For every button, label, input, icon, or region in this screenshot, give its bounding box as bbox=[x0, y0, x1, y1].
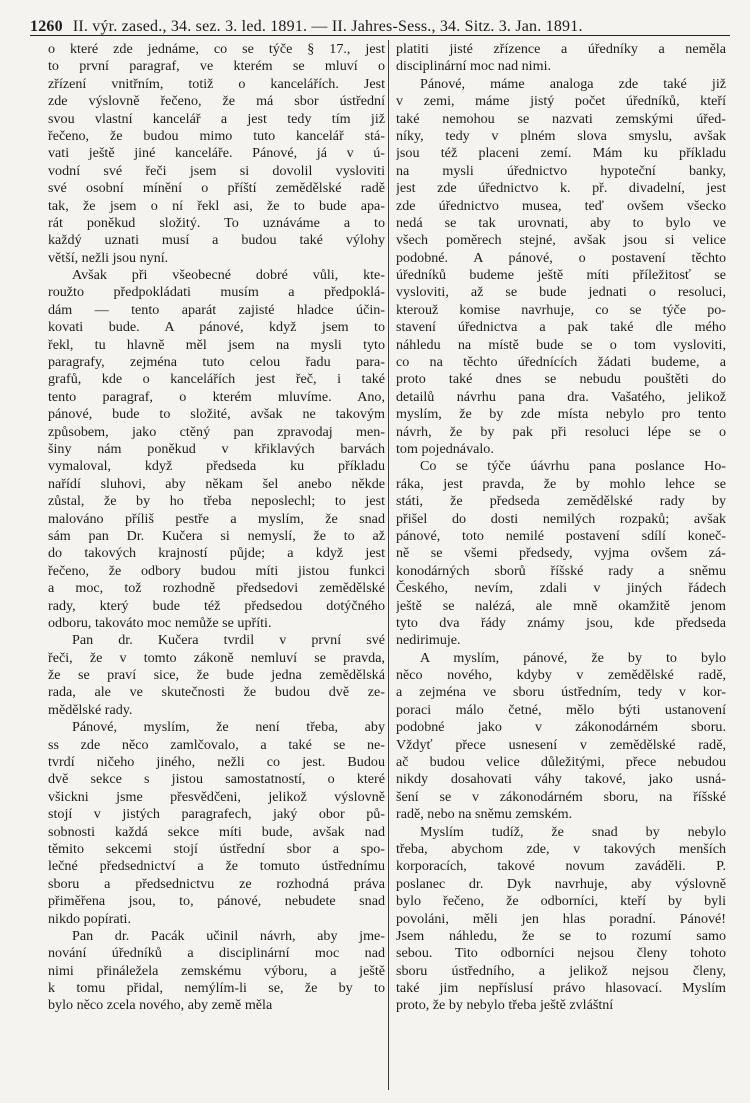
text-line: šiny nám poněkud v křiklavých barvách bbox=[48, 440, 385, 457]
text-line: vati ještě jiné kanceláře. Pánové, já v ú- bbox=[48, 145, 385, 162]
text-line: Pan dr. Kučera tvrdil v první své bbox=[72, 632, 385, 649]
text-line: Myslím tudíž, že snad by nebylo bbox=[420, 823, 726, 840]
text-line: co na těchto úřednících žádati budeme, a bbox=[396, 354, 726, 371]
text-line: proto také dnes se nebudu pouštěti do bbox=[396, 371, 726, 388]
text-line: konodárných sborů říšské rady a sněmu bbox=[396, 562, 726, 579]
text-line: na mysli úřednictvo hypoteční banky, bbox=[396, 162, 726, 179]
text-line: tvrdí ničeho jiného, nežli co jest. Budou bbox=[48, 754, 385, 771]
text-line: každý uznati musí a budou také výlohy bbox=[48, 232, 385, 249]
text-line: disciplinární moc nad nimi. bbox=[396, 58, 552, 75]
page-number: 1260 bbox=[30, 18, 63, 35]
text-line: zřízení vnitřním, totiž o kancelářích. Jest bbox=[48, 75, 385, 92]
text-line: Českého, nevím, zdali v jiných řádech bbox=[396, 580, 726, 597]
text-line: odboru, takováto moc nemůže se upříti. bbox=[48, 614, 272, 631]
text-line: nování úředníků a disciplinární moc nad bbox=[48, 945, 385, 962]
text-line: ještě se nalézá, ale mně okamžitě jenom bbox=[396, 597, 726, 614]
text-line: kovati bude. A pánové, když jsem to bbox=[48, 319, 385, 336]
text-line: ss zde něco zamlčovalo, a také se ne- bbox=[48, 736, 385, 753]
text-line: nedirimuje. bbox=[396, 632, 461, 649]
text-line: bylo něco zcela nového, aby země měla bbox=[48, 997, 273, 1014]
text-line: nařídí sluhovi, aby někam šel anebo někde bbox=[48, 475, 385, 492]
text-line: A myslím, pánové, že by to bylo bbox=[420, 649, 726, 666]
text-line: mědělské rady. bbox=[48, 701, 133, 718]
text-line: Avšak při všeobecné dobré vůli, kte- bbox=[72, 267, 385, 284]
text-line: roužto předpokládati musím a předpoklá- bbox=[48, 284, 385, 301]
text-line: Pan dr. Pacák učinil návrh, aby jme- bbox=[72, 927, 385, 944]
text-line: do takových krajností půjde; a když jest bbox=[48, 545, 385, 562]
text-line: tyto dva řády známy jsou, kde předseda bbox=[396, 614, 726, 631]
text-line: rada, ale ve skutečnosti že budou dvě ze- bbox=[48, 684, 385, 701]
text-line: sebou. Tito odborníci nejsou členy tohoto bbox=[396, 945, 726, 962]
text-line: platiti jisté zřízence a úředníky a neměla bbox=[396, 41, 726, 57]
text-line: poraci málo četné, mělo býti ustanovení bbox=[396, 701, 726, 718]
text-line: zde výslovně řečeno, že má sbor ústřední bbox=[48, 93, 385, 110]
text-line: také nemohou se nazvati zemskými úřed- bbox=[396, 110, 726, 127]
text-line: úředníků budeme ještě míti příležitosť se bbox=[396, 267, 726, 284]
column-divider bbox=[388, 40, 389, 1090]
text-line: tak, že jsem o ní řekl asi, že to bude apa- bbox=[48, 197, 385, 214]
text-line: nikdo popírati. bbox=[48, 910, 131, 927]
text-line: a zejména ve sboru ústředním, tedy v kor- bbox=[396, 684, 726, 701]
text-line: rát poněkud složitý. To uznáváme a to bbox=[48, 214, 385, 231]
text-line: stojí v jistých paragrafech, jaký obor pů- bbox=[48, 806, 385, 823]
text-line: ráka, jest pravda, že by mohlo lehce se bbox=[396, 475, 726, 492]
right-column bbox=[396, 41, 726, 1015]
text-line: sám pan Dr. Kučera si nemyslí, že to až bbox=[48, 527, 385, 544]
text-line: také jim nepříslusí právo hlasovací. Myslím bbox=[396, 980, 726, 997]
text-line: vysloviti, až se bude jednati o resoluci, bbox=[396, 284, 726, 301]
text-line: šení se v zákonodárném sboru, na říšské bbox=[396, 788, 726, 805]
text-line: stavení úřednictva a pak také dle mého bbox=[396, 319, 726, 336]
text-line: myslím, že by zde místa nebylo pro tento bbox=[396, 406, 726, 423]
text-line: pánové, bude to složité, avšak ne takovým bbox=[48, 406, 385, 423]
text-line: řečeno, že budou mimo tuto kancelář stá- bbox=[48, 127, 385, 144]
text-line: všickni jsme přesvědčeni, jelikož výslovně bbox=[48, 788, 385, 805]
text-line: řekl, tu hlavně měl jsem na mysli tyto bbox=[48, 336, 385, 353]
text-line: že se praví sice, že bude jedna zemědělská bbox=[48, 667, 385, 684]
text-line: povoláni, měli jen hlas poradní. Pánové! bbox=[396, 910, 726, 927]
text-line: Pánové, myslím, že není třeba, aby bbox=[72, 719, 385, 736]
text-line: všech poměrech stejné, avšak jsou si velice bbox=[396, 232, 726, 249]
text-line: paragrafy, zejména tuto celou řadu para- bbox=[48, 354, 385, 371]
text-line: své osobní mínění o příští zemědělské radě bbox=[48, 180, 385, 197]
text-line: grafů, kde o kancelářích jest řeč, i také bbox=[48, 371, 385, 388]
text-line: státi, že předseda zemědělské rady by bbox=[396, 493, 726, 510]
text-line: malováno příliš pestře a myslím, že snad bbox=[48, 510, 385, 527]
page-header bbox=[30, 6, 730, 36]
text-line: sboru ústředního, a jelikož nejsou členy, bbox=[396, 962, 726, 979]
text-line: Vždyť přece usnesení v zemědělské radě, bbox=[396, 736, 726, 753]
text-line: o které zde jednáme, co se týče § 17., jest bbox=[48, 41, 385, 57]
text-line: zde úřednictvo musea, teď ovšem všecko bbox=[396, 197, 726, 214]
text-line: a moc, tož rozhodně předsedovi zemědělské bbox=[48, 580, 385, 597]
text-line: svou vlastní kancelář a jest tedy tím již bbox=[48, 110, 385, 127]
text-line: zůstal, že by ho třeba neposlechl; to jest bbox=[48, 493, 385, 510]
text-line: řečeno, že odbory budou míti jistou funkci bbox=[48, 562, 385, 579]
text-line: vymaloval, když předseda ku příkladu bbox=[48, 458, 385, 475]
text-line: proto, že by nebylo třeba ještě zvláštní bbox=[396, 997, 614, 1014]
header-rule bbox=[30, 35, 730, 36]
text-line: řeči, že v tomto zákoně nemluví se pravda, bbox=[48, 649, 385, 666]
text-line: nedá se tak urovnati, aby to bylo ve bbox=[396, 214, 726, 231]
text-line: radě, nebo na sněmu zemském. bbox=[396, 806, 573, 823]
text-line: dvě sekce s jistou samostatností, o které bbox=[48, 771, 385, 788]
text-line: náhledu na místě bude se o tom vysloviti, bbox=[396, 336, 726, 353]
text-line: rady, který bude též předsedou dotýčného bbox=[48, 597, 385, 614]
text-line: bylo řečeno, že odborníci, kteří by byli bbox=[396, 893, 726, 910]
text-line: kterouž komise navrhuje, co se týče po- bbox=[396, 301, 726, 318]
running-title: II. výr. zased., 34. sez. 3. led. 1891. — II. Jahres-Sess., 34. Sitz. 3. Jan. 1891. bbox=[72, 18, 583, 35]
text-line: třeba, abychom zde, v takových menších bbox=[396, 840, 726, 857]
text-line: Co se týče úávrhu pana poslance Ho- bbox=[420, 458, 726, 475]
text-line: lečné předsednictví a že tomuto ústřednímu bbox=[48, 858, 385, 875]
text-line: detailů návrhu pana dra. Vašatého, jelikož bbox=[396, 388, 726, 405]
text-line: jest zde úřednictvo k. př. divadelní, jest bbox=[396, 180, 726, 197]
text-line: něco nového, kdyby v zemědělské radě, bbox=[396, 667, 726, 684]
text-line: jsou též placeni zemí. Mám ku příkladu bbox=[396, 145, 726, 162]
text-line: poslanec dr. Dyk navrhuje, aby výslovně bbox=[396, 875, 726, 892]
left-column bbox=[48, 41, 385, 1015]
text-line: korporacích, takové novum zaváděli. P. bbox=[396, 858, 726, 875]
text-line: nikdy dosahovati váhy takové, jako usná- bbox=[396, 771, 726, 788]
text-line: návrh, že by pak při resoluci lépe se o bbox=[396, 423, 726, 440]
text-line: Pánové, máme analoga zde také již bbox=[420, 75, 726, 92]
text-line: ač budou velice důležitými, přece nebudou bbox=[396, 754, 726, 771]
text-line: přišel do dosti nemilých rozpaků; avšak bbox=[396, 510, 726, 527]
text-line: přiměřena jsou, to, pánové, nebudete snad bbox=[48, 893, 385, 910]
text-line: těmito sekcemi stojí ústřední sbor a spo- bbox=[48, 840, 385, 857]
text-line: podobné jako v zákonodárném sboru. bbox=[396, 719, 726, 736]
text-line: v zemi, máme jistý počet úředníků, kteří bbox=[396, 93, 726, 110]
text-line: to první paragraf, ve kterém se mluví o bbox=[48, 58, 385, 75]
text-line: větší, nežli jsou nyní. bbox=[48, 249, 169, 266]
text-line: k tomu přidal, nemýlím-li se, že by to bbox=[48, 980, 385, 997]
text-line: ně se všemi předsedy, vyjma ovšem zá- bbox=[396, 545, 726, 562]
text-line: tento paragraf, o kterém mluvíme. Ano, bbox=[48, 388, 385, 405]
text-line: podobné. A pánové, o postavení těchto bbox=[396, 249, 726, 266]
text-line: sboru a předsednictvu ze rozhodná práva bbox=[48, 875, 385, 892]
text-line: nimi přináležela zemskému výboru, a ještě bbox=[48, 962, 385, 979]
text-line: sobnosti každá sekce míti bude, avšak nad bbox=[48, 823, 385, 840]
text-line: dám — tento aparát zajisté hladce účin- bbox=[48, 301, 385, 318]
text-line: tom pojednávalo. bbox=[396, 440, 494, 457]
text-line: níky, tedy v plném slova smyslu, avšak bbox=[396, 127, 726, 144]
text-line: vodní své řeči jsem si dovolil vysloviti bbox=[48, 162, 385, 179]
text-line: pánové, toto nemilé postavení sdílí koneč- bbox=[396, 527, 726, 544]
text-line: způsobem, jako ctěný pan zpravodaj men- bbox=[48, 423, 385, 440]
text-line: Jsem náhledu, že se to rozumí samo bbox=[396, 927, 726, 944]
